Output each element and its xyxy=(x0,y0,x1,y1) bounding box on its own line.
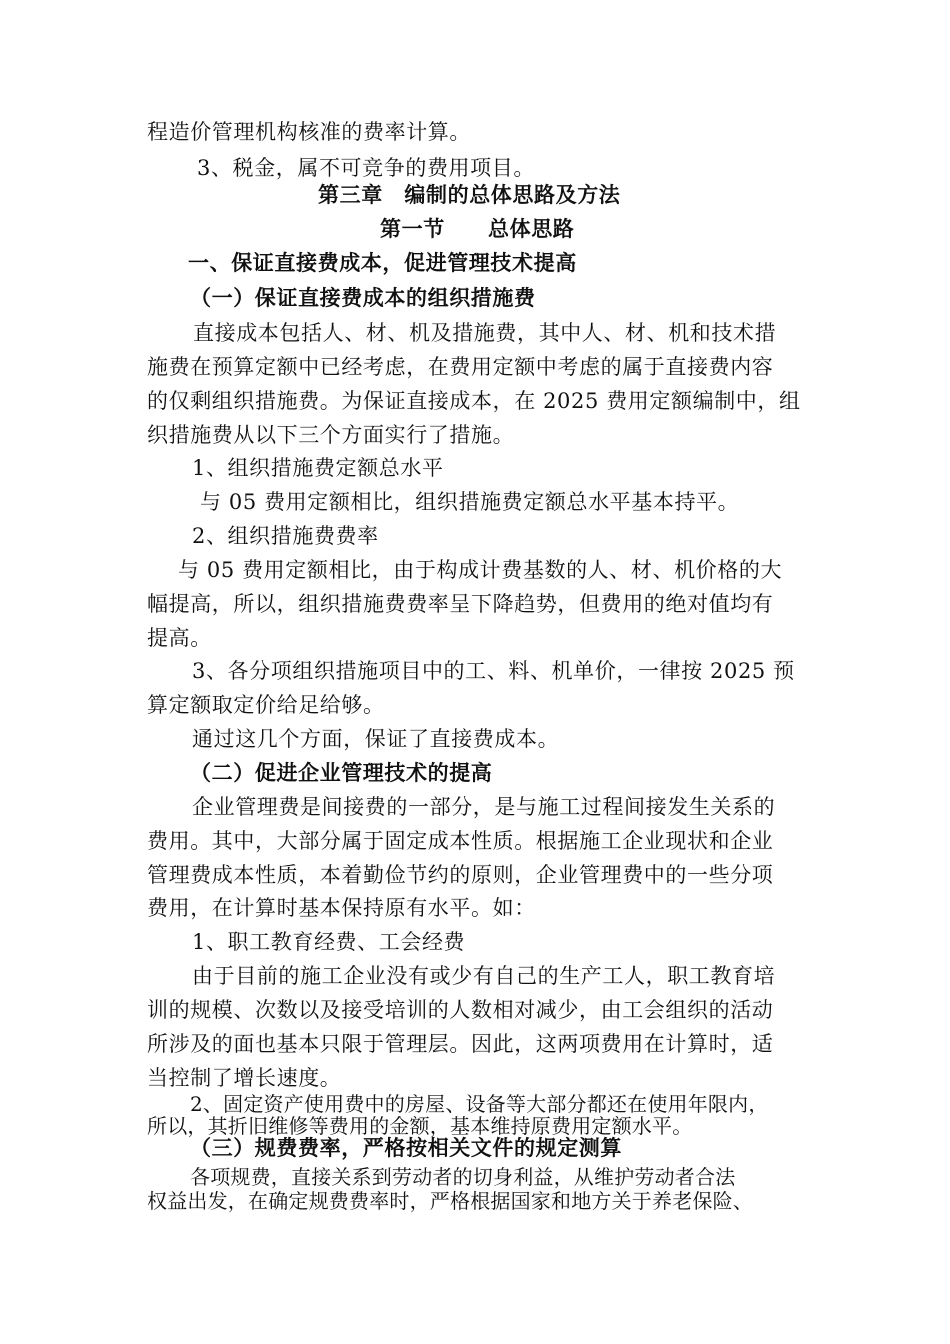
paragraph-line: 训的规模、次数以及接受培训的人数相对减少，由工会组织的活动 xyxy=(147,998,774,1022)
paragraph-line: 直接成本包括人、材、机及措施费，其中人、材、机和技术措 xyxy=(193,321,777,345)
paragraph-line: 所涉及的面也基本只限于管理层。因此，这两项费用在计算时，适 xyxy=(147,1032,774,1056)
paragraph-line: 费用，在计算时基本保持原有水平。如： xyxy=(147,896,536,920)
heading-level-2: （一）保证直接费成本的组织措施费 xyxy=(190,285,536,310)
paragraph-line: 当控制了增长速度。 xyxy=(147,1066,342,1090)
paragraph-line: 织措施费从以下三个方面实行了措施。 xyxy=(147,423,515,447)
paragraph-line: 3、税金，属不可竞争的费用项目。 xyxy=(197,156,535,180)
heading-level-2: （二）促进企业管理技术的提高 xyxy=(190,760,493,785)
heading-level-1: 一、保证直接费成本，促进管理技术提高 xyxy=(188,250,577,275)
paragraph-line: 权益出发，在确定规费费率时，严格根据国家和地方关于养老保险、 xyxy=(147,1189,753,1213)
heading-level-2: （三）规费费率，严格按相关文件的规定测算 xyxy=(190,1135,622,1160)
list-item: 2、组织措施费费率 xyxy=(192,524,379,548)
list-item: 2、固定资产使用费中的房屋、设备等大部分都还在使用年限内， xyxy=(190,1092,769,1116)
paragraph-line: 管理费成本性质，本着勤俭节约的原则，企业管理费中的一些分项 xyxy=(147,863,774,887)
paragraph-line: 算定额取定价给足给够。 xyxy=(147,693,385,717)
chapter-title: 第三章 编制的总体思路及方法 xyxy=(318,182,621,207)
paragraph-line: 与 05 费用定额相比，组织措施费定额总水平基本持平。 xyxy=(200,490,740,514)
section-title: 第一节 总体思路 xyxy=(380,216,575,241)
paragraph-line: 由于目前的施工企业没有或少有自己的生产工人，职工教育培 xyxy=(192,964,776,988)
paragraph-line: 企业管理费是间接费的一部分，是与施工过程间接发生关系的 xyxy=(192,795,776,819)
paragraph-line: 程造价管理机构核准的费率计算。 xyxy=(147,120,471,144)
paragraph-line: 通过这几个方面，保证了直接费成本。 xyxy=(192,727,560,751)
paragraph-line: 费用。其中，大部分属于固定成本性质。根据施工企业现状和企业 xyxy=(147,829,774,853)
paragraph-line: 施费在预算定额中已经考虑，在费用定额中考虑的属于直接费内容 xyxy=(147,355,774,379)
list-item: 3、各分项组织措施项目中的工、料、机单价，一律按 2025 预 xyxy=(192,659,795,683)
paragraph-line: 提高。 xyxy=(147,626,212,650)
paragraph-line: 的仅剩组织措施费。为保证直接成本，在 2025 费用定额编制中，组 xyxy=(147,389,801,413)
paragraph-line: 各项规费，直接关系到劳动者的切身利益，从维护劳动者合法 xyxy=(190,1165,736,1189)
list-item: 1、职工教育经费、工会经费 xyxy=(192,930,466,954)
paragraph-line: 幅提高，所以，组织措施费费率呈下降趋势，但费用的绝对值均有 xyxy=(147,592,774,616)
paragraph-line: 所以，其折旧维修等费用的金额，基本维持原费用定额水平。 xyxy=(147,1114,693,1138)
paragraph-line: 与 05 费用定额相比，由于构成计费基数的人、材、机价格的大 xyxy=(178,558,783,582)
list-item: 1、组织措施费定额总水平 xyxy=(192,456,444,480)
